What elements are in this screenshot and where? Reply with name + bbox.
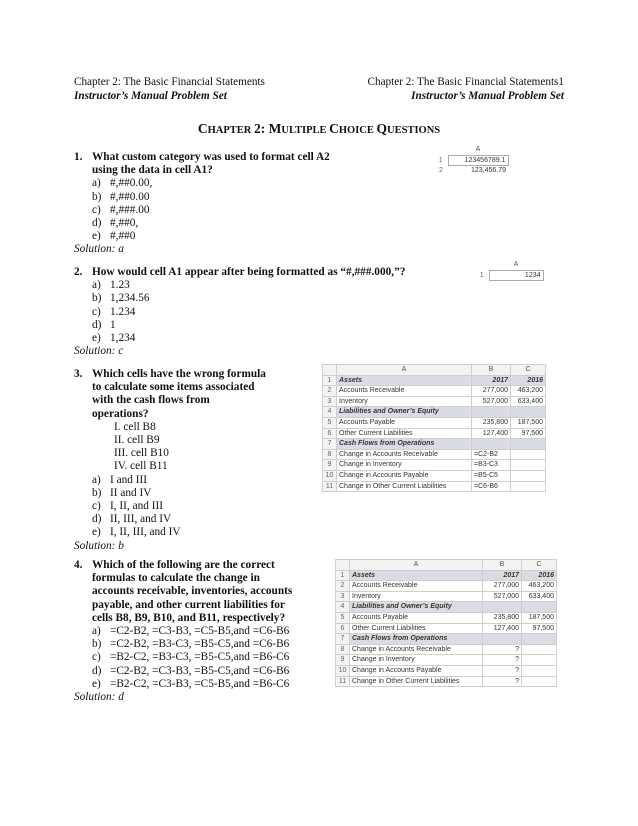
option-b: b) 1,234.56 — [92, 292, 150, 305]
sheet-row: 5 Accounts Payable 235,800 187,500 — [336, 612, 557, 623]
sheet-row: 3 Inventory 527,000 633,400 — [336, 591, 557, 602]
sheet-row: 1 Assets 2017 2016 — [323, 375, 546, 386]
option-b: b) =C2-B2, =B3-C3, =B5-C5,and =C6-B6 — [92, 638, 290, 651]
sheet-row: 7 Cash Flows from Operations — [336, 634, 557, 645]
sheet-row: 6 Other Current Liabilities 127,400 97,500 — [336, 623, 557, 634]
option-a: a) =C2-B2, =C3-B3, =C5-B5,and =C6-B6 — [92, 625, 290, 638]
roman-item: IV. cell B11 — [114, 460, 168, 473]
header-left — [74, 75, 265, 103]
roman-item: III. cell B10 — [114, 447, 169, 460]
sheet-row: 2 Accounts Receivable 277,000 463,200 — [336, 581, 557, 592]
sheet-row: 7 Cash Flows from Operations — [323, 439, 546, 450]
option-b: b) #,##0.00 — [92, 190, 150, 203]
sheet-row: 2 Accounts Receivable 277,000 463,200 — [323, 386, 546, 397]
sheet-row: 3 Inventory 527,000 633,400 — [323, 396, 546, 407]
sheet-row: 9 Change in Inventory ? — [336, 655, 557, 666]
question-stem: 2. How would cell A1 appear after being formatted as “#,###.000,”? — [74, 266, 406, 278]
header-right — [368, 75, 564, 103]
header-right-title: Chapter 2: The Basic Financial Statements — [367, 76, 559, 88]
roman-item: I. cell B8 — [114, 420, 156, 433]
option-a: a) 1.23 — [92, 279, 130, 292]
sheet-row: 4 Liabilities and Owner’s Equity — [336, 602, 557, 613]
option-e: e) #,##0 — [92, 230, 136, 243]
sheet-row: 11 Change in Other Current Liabilities ? — [336, 676, 557, 687]
header-left-subtitle: Instructor’s Manual Problem Set — [74, 90, 227, 102]
option-b: b) II and IV — [92, 486, 152, 499]
option-d: d) =C2-B2, =C3-B3, =B5-C5,and =C6-B6 — [92, 664, 290, 677]
sheet-row: 6 Other Current Liabilities 127,400 97,500 — [323, 428, 546, 439]
option-d: d) #,##0, — [92, 217, 139, 230]
option-a: a) #,##0.00, — [92, 177, 153, 190]
sheet-row: 10 Change in Accounts Payable ? — [336, 665, 557, 676]
sheet-row: 8 Change in Accounts Receivable ? — [336, 644, 557, 655]
header-right-subtitle: Instructor’s Manual Problem Set — [411, 90, 564, 102]
question-4 — [74, 559, 334, 704]
sheet-row: 1 Assets 2017 2016 — [336, 570, 557, 581]
option-d: d) 1 — [92, 318, 116, 331]
solution: Solution: d — [74, 691, 124, 704]
option-a: a) I and III — [92, 473, 148, 486]
question-3 — [74, 368, 314, 553]
question-stem: 4. Which of the following are the correct formulas to calculate the change in accounts receivable, inventories, accounts payable, and other current liabilities for cells B8, B9, B10, and B11, respectively? — [74, 559, 293, 624]
chapter-title: CHAPTER 2: MULTIPLE CHOICE QUESTIONS — [197, 121, 441, 136]
option-e: e) I, II, III, and IV — [92, 526, 181, 539]
sheet-row: 5 Accounts Payable 235,800 187,500 — [323, 417, 546, 428]
solution: Solution: c — [74, 345, 124, 358]
option-d: d) II, III, and IV — [92, 513, 172, 526]
option-e: e) =B2-C2, =C3-B3, =C5-B5,and =B6-C6 — [92, 677, 290, 690]
sheet-row: 4 Liabilities and Owner’s Equity — [323, 407, 546, 418]
spreadsheet-q3: A B C 1 Assets 2017 2016 2 Accounts Receivable 277,000 463,200 3 Inventory 527,000 633,400 4 Liabilities and Owner’s Equity 5 Accounts Payable 235,800 187,500 6 Other Current Liabilities 127,400 97,500 7 Cash Flows from Operations 8 Change in Accounts Receivable =C2-B2 9 Change in Inventory =B3-C3 10 Change in Accounts Payable =B5-C5 11 Change in Other Current Liabilities =C6-B6 — [322, 364, 546, 492]
sheet-row: 9 Change in Inventory =B3-C3 — [323, 460, 546, 471]
question-1 — [74, 151, 404, 257]
option-c: c) 1.234 — [92, 305, 136, 318]
roman-item: II. cell B9 — [114, 434, 160, 447]
option-c: c) I, II, and III — [92, 500, 164, 513]
sheet-row: 1 123456789.1 — [434, 155, 508, 166]
sheet-row: 10 Change in Accounts Payable =B5-C5 — [323, 470, 546, 481]
spreadsheet-q1: A 1 123456789.1 2 123,456.79 — [434, 145, 509, 176]
sheet-row: 8 Change in Accounts Receivable =C2-B2 — [323, 449, 546, 460]
question-2 — [74, 266, 474, 358]
spreadsheet-q2: A 1 1234 — [475, 260, 544, 281]
solution: Solution: b — [74, 539, 124, 552]
question-stem: 1. What custom category was used to format cell A2 using the data in cell A1? — [74, 151, 330, 177]
header-left-title: Chapter 2: The Basic Financial Statements — [74, 76, 265, 88]
question-stem: 3. Which cells have the wrong formula to calculate some items associated with the cash flows from operations? — [74, 368, 266, 420]
sheet-row: 1 1234 — [475, 270, 543, 281]
sheet-row: 2 123,456.79 — [439, 166, 506, 175]
option-c: c) =B2-C2, =B3-C3, =B5-C5,and =B6-C6 — [92, 651, 290, 664]
sheet-row: 11 Change in Other Current Liabilities =C6-B6 — [323, 481, 546, 492]
option-e: e) 1,234 — [92, 332, 136, 345]
solution: Solution: a — [74, 243, 124, 256]
page-number: 1 — [558, 76, 564, 88]
option-c: c) #,###.00 — [92, 203, 150, 216]
spreadsheet-q4: A B C 1 Assets 2017 2016 2 Accounts Receivable 277,000 463,200 3 Inventory 527,000 633,400 4 Liabilities and Owner’s Equity 5 Accounts Payable 235,800 187,500 6 Other Current Liabilities 127,400 97,500 7 Cash Flows from Operations 8 Change in Accounts Receivable ? 9 Change in Inventory ? 10 Change in Accounts Payable ? 11 Change in Other Current Liabilities ? — [335, 559, 557, 687]
